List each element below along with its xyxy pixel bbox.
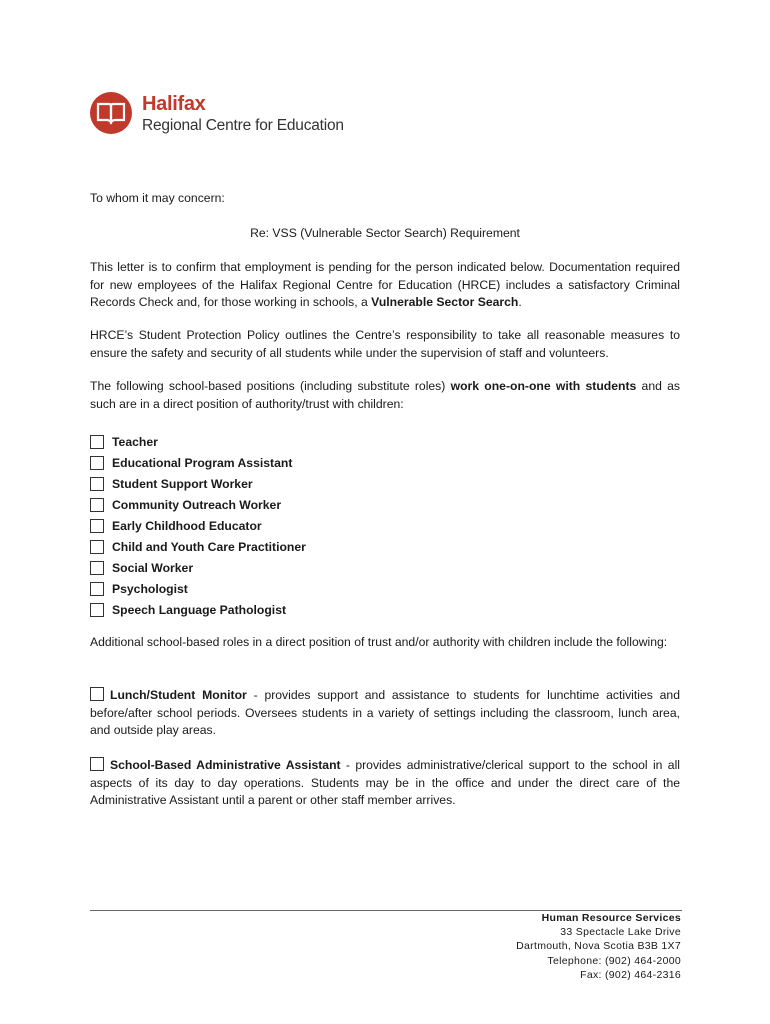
footer-city: Dartmouth, Nova Scotia B3B 1X7	[516, 940, 681, 953]
role-lunch-monitor	[90, 687, 680, 740]
position-checkbox[interactable]	[90, 582, 104, 596]
salutation: To whom it may concern:	[90, 191, 225, 205]
book-logo-icon	[90, 92, 132, 134]
position-checkbox[interactable]	[90, 456, 104, 470]
position-checkbox[interactable]	[90, 561, 104, 575]
position-item	[90, 536, 490, 557]
role1-description: - provides support and assistance to students for lunchtime activities and before/after school periods. Oversees students in a variety of settings including the classroom, lunch area, and outside play areas.	[90, 688, 680, 737]
para1-bold: Vulnerable Sector Search	[371, 295, 519, 309]
footer-department: Human Resource Services	[541, 912, 681, 924]
position-checkbox[interactable]	[90, 435, 104, 449]
positions-checklist	[90, 431, 490, 620]
paragraph-positions-intro	[90, 378, 680, 413]
position-item	[90, 557, 490, 578]
para1-end: .	[518, 295, 522, 309]
position-label: Community Outreach Worker	[112, 497, 282, 512]
logo-subtitle: Regional Centre for Education	[142, 117, 344, 134]
position-label: Child and Youth Care Practitioner	[112, 539, 306, 554]
position-label: Psychologist	[112, 581, 188, 596]
position-item	[90, 494, 490, 515]
subject-line: Re: VSS (Vulnerable Sector Search) Requirement	[250, 226, 520, 240]
paragraph-additional-roles: Additional school-based roles in a direct position of trust and/or authority with children include the following:	[90, 635, 668, 649]
position-label: Speech Language Pathologist	[112, 602, 287, 617]
lunch-monitor-checkbox[interactable]	[90, 687, 104, 701]
role-admin-assistant	[90, 757, 680, 810]
position-checkbox[interactable]	[90, 603, 104, 617]
position-label: Student Support Worker	[112, 476, 253, 491]
position-item	[90, 515, 490, 536]
footer-address	[516, 911, 681, 982]
footer-fax: Fax: (902) 464-2316	[580, 968, 681, 981]
position-label: Educational Program Assistant	[112, 455, 293, 470]
para3-text: The following school-based positions (including substitute roles)	[90, 379, 451, 393]
position-item	[90, 599, 490, 620]
para3-bold: work one-on-one with students	[450, 379, 637, 393]
position-label: Social Worker	[112, 560, 194, 575]
position-checkbox[interactable]	[90, 519, 104, 533]
role2-description: - provides administrative/clerical support to the school in all aspects of its day to day operations. Students may be in the office and under the direct care of the Administrative Assistant until a parent or other staff member arrives.	[90, 758, 680, 807]
role1-title: Lunch/Student Monitor	[110, 688, 247, 702]
paragraph-policy: HRCE’s Student Protection Policy outlines the Centre’s responsibility to take all reasonable measures to ensure the safety and security of all students while under the supervision of staff and volunteers.	[90, 328, 680, 360]
position-checkbox[interactable]	[90, 498, 104, 512]
position-item	[90, 452, 490, 473]
hrce-logo	[90, 92, 390, 138]
role2-title: School-Based Administrative Assistant	[110, 758, 341, 772]
footer-street: 33 Spectacle Lake Drive	[560, 926, 681, 939]
position-label: Teacher	[112, 434, 158, 449]
position-label: Early Childhood Educator	[112, 518, 262, 533]
logo-name: Halifax	[142, 93, 206, 115]
position-item	[90, 431, 490, 452]
footer-telephone: Telephone: (902) 464-2000	[547, 954, 681, 967]
position-item	[90, 473, 490, 494]
position-checkbox[interactable]	[90, 540, 104, 554]
position-checkbox[interactable]	[90, 477, 104, 491]
para3-end: and as such are in a direct position of authority/trust with children:	[90, 379, 681, 411]
para1-text: This letter is to confirm that employment is pending for the person indicated below. Documentation required for new employees of the Halifax Regional Centre for Education (HRCE) includes a satisfactory Criminal Records Check and, for those working in schools, a	[90, 260, 680, 309]
admin-assistant-checkbox[interactable]	[90, 757, 104, 771]
paragraph-confirmation	[90, 259, 680, 312]
position-item	[90, 578, 490, 599]
